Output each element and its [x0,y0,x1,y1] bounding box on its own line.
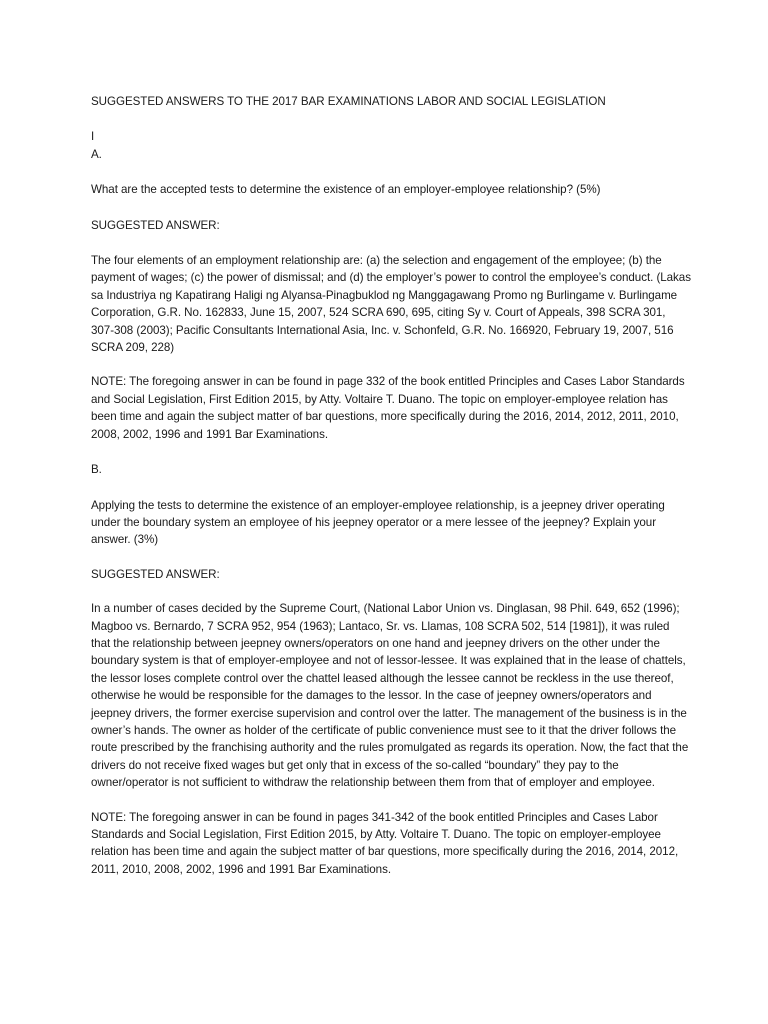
part-b-letter: B. [91,463,102,477]
document-title: SUGGESTED ANSWERS TO THE 2017 BAR EXAMINATIONS LABOR AND SOCIAL LEGISLATION [91,95,606,108]
part-a-question: What are the accepted tests to determine the existence of an employer-employee relationship? (5%) [91,183,601,197]
part-b-answer: In a number of cases decided by the Supreme Court, (National Labor Union vs. Dinglasan, 98 Phil. 649, 652 (1996); Magboo vs. Bernardo, 7 SCRA 952, 954 (1963); Lantaco, Sr. vs. Llamas, 108 SCRA 502, 514 [1981]), it was ruled that the relationship between jeepney owners/operators on one hand and jeepney drivers on the other under the boundary system is that of employer-employee and not of lessor-lessee. It was explained that in the lease of chattels, the lessor loses complete control over the chattel leased although the lessee cannot be reckless in the use thereof, otherwise he would be responsible for the damages to the lessor. In the case of jeepney owners/operators and jeepney drivers, the former exercise supervision and control over the latter. The management of the business is in the owner’s hands. The owner as holder of the certificate of public convenience must see to it that the driver follows the route prescribed by the franchising authority and the rules promulgated as regards its operation. Now, the fact that the drivers do not receive fixed wages but get only that in excess of the so-called “boundary” they pay to the owner/operator is not sufficient to withdraw the relationship between them from that of employer and employee. [91,602,689,790]
part-a-letter: A. [91,147,102,161]
part-b-question: Applying the tests to determine the existence of an employer-employee relationship, is a jeepney driver operating under the boundary system an employee of his jeepney operator or a mere lessee of the jeepney? Explain your answer. (3%) [91,498,665,547]
section-numeral: I [91,130,95,144]
document-body [91,93,691,878]
part-a-note: NOTE: The foregoing answer in can be found in page 332 of the book entitled Principles and Cases Labor Standards and Social Legislation, First Edition 2015, by Atty. Voltaire T. Duano. The topic on employer-employee relation has been time and again the subject matter of bar questions, more specifically during the 2016, 2014, 2012, 2011, 2010, 2008, 2002, 1996 and 1991 Bar Examinations. [91,375,685,441]
part-b-note: NOTE: The foregoing answer in can be found in pages 341-342 of the book entitled Principles and Cases Labor Standards and Social Legislation, First Edition 2015, by Atty. Voltaire T. Duano. The topic on employer-employee relation has been time and again the subject matter of bar questions, more specifically during the 2016, 2014, 2012, 2011, 2010, 2008, 2002, 1996 and 1991 Bar Examinations. [91,810,679,876]
part-b-answer-label: SUGGESTED ANSWER: [91,567,220,581]
part-a-answer: The four elements of an employment relationship are: (a) the selection and engagement of the employee; (b) the payment of wages; (c) the power of dismissal; and (d) the employer’s power to control the employee’s conduct. (Lakas sa Industriya ng Kapatirang Haligi ng Alyansa-Pinagbuklod ng Manggagawang Promo ng Burlingame v. Burlingame Corporation, G.R. No. 162833, June 15, 2007, 524 SCRA 690, 695, citing Sy v. Court of Appeals, 398 SCRA 301, 307-308 (2003); Pacific Consultants International Asia, Inc. v. Schonfeld, G.R. No. 166920, February 19, 2007, 516 SCRA 209, 228) [91,254,691,355]
part-a-answer-label: SUGGESTED ANSWER: [91,218,220,232]
